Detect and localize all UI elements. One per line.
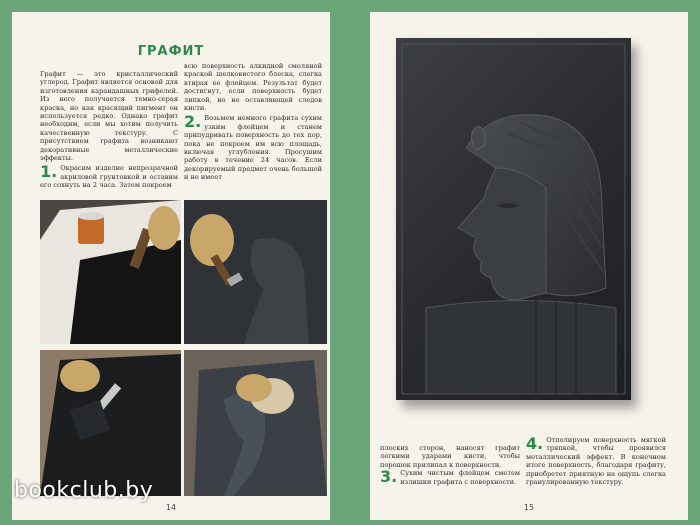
pharaoh-relief-drawing	[396, 38, 631, 400]
left-page	[12, 12, 330, 520]
photo-step-2-image	[184, 200, 327, 344]
page-number-right: 15	[523, 503, 535, 512]
step-4-number: 4.	[526, 434, 544, 453]
step-1-number: 1.	[40, 162, 58, 182]
right-page	[370, 12, 688, 520]
page-number-left: 14	[165, 503, 177, 512]
step-1-text: Окрасим изделие непрозрачной акриловой грунтовкой и оставим его сохнуть на 2 часа. Затем покроем	[40, 164, 178, 190]
intro-paragraph: Графит — это кристаллический углерод. Графит является основой для изготовления карандашных грифелей. Из него получается темно-серая краска, но как красящий пигмент он используется редко. Однако графит необходим, если мы хотим получить качественную текстуру. С присутствием графита возникают декоративные металлические эффекты.	[40, 70, 178, 163]
step-2-number: 2.	[184, 112, 202, 132]
step-1	[40, 164, 178, 189]
step-3-number: 3.	[380, 467, 398, 487]
page-title: ГРАФИТ	[137, 44, 205, 59]
watermark-text: bookclub.by	[14, 478, 154, 503]
step-1-continued: всю поверхность алкидной смоляной краской шелковистого блеска, слегка втирая ее флейцем. Результат будет достигнут, если поверхность будет липкой, но не оставляющей следов кисти.	[184, 62, 322, 113]
step-2	[184, 114, 322, 181]
photo-step-3	[40, 350, 181, 496]
photo-step-2	[184, 200, 327, 344]
right-column-1	[380, 444, 520, 486]
photo-step-1-image	[40, 200, 181, 344]
step-2-continued: плоских сторон, наносят графит легкими ударами кисти, чтобы порошок прилипал к поверхности.	[380, 444, 520, 469]
photo-step-1	[40, 200, 181, 344]
step-2-text: Возьмем немного графита сухим узким флейцем и станем припудривать поверхность до тех пор, пока не покроем им всю площадь, включая углубления. Просушим работу в течение 24 часов. Если декорируемый предмет очень большой и не имеет	[184, 114, 322, 182]
step-4	[526, 436, 666, 486]
photo-step-4-image	[184, 350, 327, 496]
photo-step-4	[184, 350, 327, 496]
step-3-text: Сухим чистым флейцем сметем излишки графита с поверхности.	[400, 469, 520, 486]
pharaoh-relief-image	[396, 38, 631, 400]
step-3	[380, 469, 520, 486]
left-column-1	[40, 70, 178, 192]
step-4-text: Отполируем поверхность мягкой тряпкой, чтобы проявился металлический эффект. В конечном итоге поверхность, благодаря графиту, приобретет приятную на ощупь слегка гранулированную текстуру.	[526, 436, 666, 487]
right-column-2	[526, 436, 666, 486]
photo-step-3-image	[40, 350, 181, 496]
left-column-2	[184, 62, 322, 184]
